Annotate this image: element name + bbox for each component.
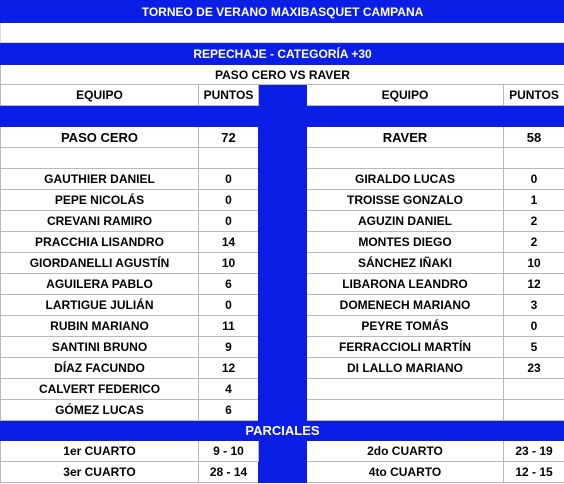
- away-player-name: DOMENECH MARIANO: [307, 295, 504, 316]
- partials-title: PARCIALES: [1, 421, 564, 441]
- partial-label: 1er CUARTO: [1, 441, 199, 462]
- away-player-name: AGUZIN DANIEL: [307, 211, 504, 232]
- home-player-name: DÍAZ FACUNDO: [1, 358, 199, 379]
- away-player-name: [307, 379, 504, 400]
- home-player-points: 9: [199, 337, 259, 358]
- home-player-name: CALVERT FEDERICO: [1, 379, 199, 400]
- home-player-points: 14: [199, 232, 259, 253]
- home-points-header: PUNTOS: [199, 85, 259, 106]
- home-player-name: GAUTHIER DANIEL: [1, 169, 199, 190]
- home-player-points: 4: [199, 379, 259, 400]
- match-title: PASO CERO VS RAVER: [1, 65, 564, 85]
- home-player-name: SANTINI BRUNO: [1, 337, 199, 358]
- header-band: [1, 106, 199, 127]
- home-player-name: LARTIGUE JULIÁN: [1, 295, 199, 316]
- home-player-name: PEPE NICOLÁS: [1, 190, 199, 211]
- away-player-points: 10: [504, 253, 564, 274]
- away-player-points: 1: [504, 190, 564, 211]
- away-team-name: RAVER: [307, 127, 504, 148]
- away-player-points: [504, 400, 564, 421]
- away-player-name: DI LALLO MARIANO: [307, 358, 504, 379]
- home-player-points: 0: [199, 295, 259, 316]
- home-player-name: AGUILERA PABLO: [1, 274, 199, 295]
- away-player-name: MONTES DIEGO: [307, 232, 504, 253]
- column-separator: [259, 85, 307, 441]
- blank-row: [1, 23, 564, 43]
- partial-score: 12 - 15: [504, 462, 564, 483]
- empty-cell: [199, 148, 259, 169]
- home-player-name: GIORDANELLI AGUSTÍN: [1, 253, 199, 274]
- home-player-points: 0: [199, 169, 259, 190]
- empty-cell: [307, 148, 504, 169]
- header-band: [199, 106, 259, 127]
- away-player-name: FERRACCIOLI MARTÍN: [307, 337, 504, 358]
- away-player-name: TROISSE GONZALO: [307, 190, 504, 211]
- category-title: REPECHAJE - CATEGORÍA +30: [1, 43, 564, 65]
- away-player-name: SÁNCHEZ IÑAKI: [307, 253, 504, 274]
- home-player-points: 10: [199, 253, 259, 274]
- away-player-name: GIRALDO LUCAS: [307, 169, 504, 190]
- home-player-name: RUBIN MARIANO: [1, 316, 199, 337]
- home-player-points: 11: [199, 316, 259, 337]
- header-band: [504, 106, 564, 127]
- partial-label: 4to CUARTO: [307, 462, 504, 483]
- home-team-header: EQUIPO: [1, 85, 199, 106]
- home-player-name: GÓMEZ LUCAS: [1, 400, 199, 421]
- away-player-points: 12: [504, 274, 564, 295]
- tournament-title: TORNEO DE VERANO MAXIBASQUET CAMPANA: [1, 1, 564, 23]
- home-team-name: PASO CERO: [1, 127, 199, 148]
- partial-score: 23 - 19: [504, 441, 564, 462]
- home-team-score: 72: [199, 127, 259, 148]
- away-points-header: PUNTOS: [504, 85, 564, 106]
- partial-label: 3er CUARTO: [1, 462, 199, 483]
- partial-score: 28 - 14: [199, 462, 259, 483]
- away-player-points: 2: [504, 232, 564, 253]
- away-player-points: 3: [504, 295, 564, 316]
- away-player-name: [307, 400, 504, 421]
- home-player-name: PRACCHIA LISANDRO: [1, 232, 199, 253]
- home-player-name: CREVANI RAMIRO: [1, 211, 199, 232]
- empty-cell: [1, 148, 199, 169]
- header-band: [307, 106, 504, 127]
- home-player-points: 6: [199, 400, 259, 421]
- away-player-points: [504, 379, 564, 400]
- away-player-points: 0: [504, 169, 564, 190]
- away-team-score: 58: [504, 127, 564, 148]
- partial-label: 2do CUARTO: [307, 441, 504, 462]
- away-player-points: 0: [504, 316, 564, 337]
- home-player-points: 12: [199, 358, 259, 379]
- away-player-name: LIBARONA LEANDRO: [307, 274, 504, 295]
- away-player-points: 2: [504, 211, 564, 232]
- away-team-header: EQUIPO: [307, 85, 504, 106]
- partial-score: 9 - 10: [199, 441, 259, 462]
- away-player-points: 23: [504, 358, 564, 379]
- home-player-points: 6: [199, 274, 259, 295]
- away-player-points: 5: [504, 337, 564, 358]
- home-player-points: 0: [199, 211, 259, 232]
- empty-cell: [504, 148, 564, 169]
- home-player-points: 0: [199, 190, 259, 211]
- away-player-name: PEYRE TOMÁS: [307, 316, 504, 337]
- column-separator: [259, 441, 307, 483]
